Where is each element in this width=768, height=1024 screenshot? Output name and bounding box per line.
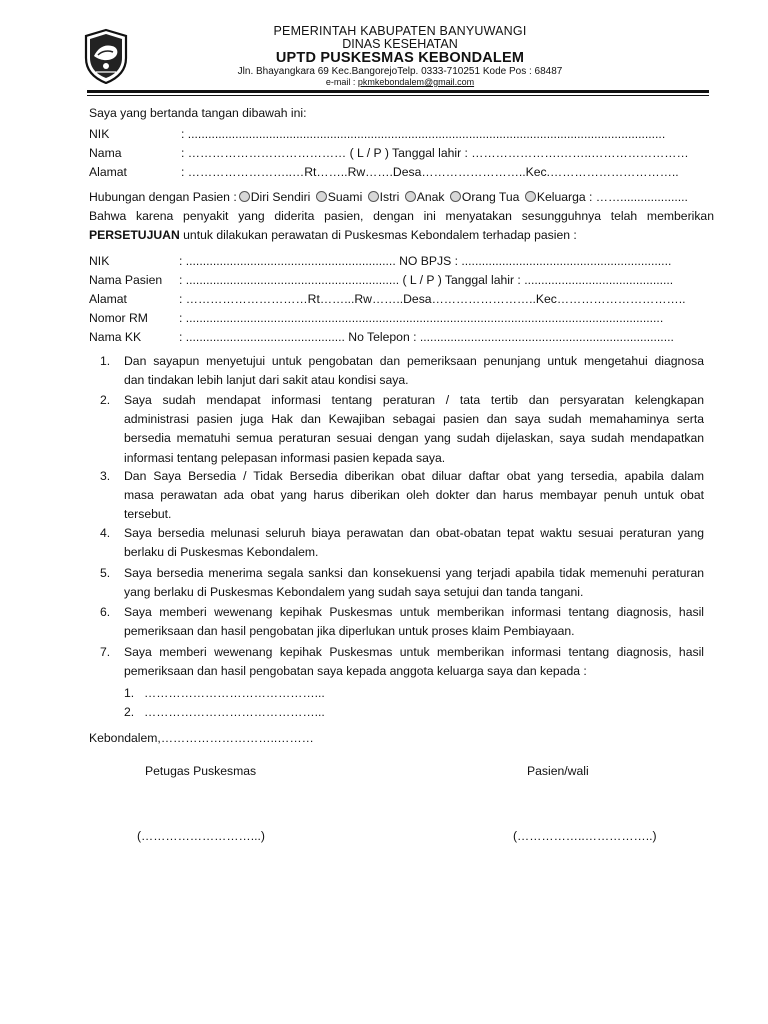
subitem-number: 1.	[124, 686, 135, 700]
consent-item-line: pemeriksaan dan hasil pengobatan jika diperlukan untuk proses klaim Pembiayaan.	[124, 624, 575, 639]
signature-left-blank[interactable]: (………………………...)	[137, 829, 265, 843]
signer-nik-label: NIK	[89, 127, 110, 141]
consent-item	[124, 467, 704, 525]
subitem-field[interactable]: ……………………………………...	[144, 705, 325, 719]
consent-item-line: yang berlaku di Puskesmas Kebondalem yang sudah saya setujui dan tanda tangani.	[124, 585, 584, 600]
statement-rest: untuk dilakukan perawatan di Puskesmas Kebondalem terhadap pasien :	[179, 228, 577, 242]
radio-anak[interactable]	[405, 191, 416, 202]
consent-bold: PERSETUJUAN	[89, 228, 180, 242]
header-rule-thin	[87, 95, 709, 96]
consent-item-line: berlaku di Puskesmas Kebondalem.	[124, 545, 319, 560]
relationship-row	[89, 190, 688, 204]
item-number: 1.	[100, 354, 111, 368]
consent-item-line: dan tindakan lebih lanjut dari sakit atau kondisi saya.	[124, 373, 409, 388]
patient-name-label: Nama Pasien	[89, 273, 163, 287]
signer-name-label: Nama	[89, 146, 122, 160]
header-email-line	[150, 77, 650, 87]
statement-line-1: Bahwa karena penyakit yang diderita pasien, dengan ini menyatakan sesungguhnya telah memberikan	[89, 209, 714, 223]
patient-address-field[interactable]: : …………………………Rt……...Rw……..Desa……………………..Kec…………………………..	[179, 292, 686, 306]
option-orang-tua: Orang Tua	[461, 190, 520, 204]
header-address: Jln. Bhayangkara 69 Kec.BangorejoTelp. 0333-710251 Kode Pos : 68487	[237, 66, 563, 77]
header-department: DINAS KESEHATAN	[342, 37, 458, 51]
patient-kk-label: Nama KK	[89, 330, 142, 344]
signer-nik-field[interactable]: : .............................................................................................................................................	[181, 127, 666, 141]
consent-item	[124, 391, 704, 468]
patient-rm-label: Nomor RM	[89, 311, 148, 325]
item-number: 4.	[100, 526, 111, 540]
patient-nik-label: NIK	[89, 254, 110, 268]
consent-item-line: informasi tentang pelepasan informasi pasien kepada saya.	[124, 450, 446, 465]
header-rule-thick	[87, 90, 709, 93]
patient-name-field[interactable]: : ............................................................... ( L / P ) Tanggal lahir : ............................................	[179, 273, 674, 287]
relationship-label: Hubungan dengan Pasien :	[89, 190, 237, 204]
consent-item-line: Saya memberi wewenang kepihak Puskesmas untuk memberikan informasi tentang diagnosis, hasil	[124, 645, 704, 659]
patient-address-label: Alamat	[89, 292, 127, 306]
consent-item-line: Saya bersedia melunasi seluruh biaya perawatan dan obat-obatan tepat waktu sesuai peraturan yang	[124, 526, 704, 540]
patient-kk-field[interactable]: : ............................................... No Telepon : ...........................................................................	[179, 330, 674, 344]
consent-item-line: pemeriksaan dan hasil pengobatan saya kepada anggota keluarga saya dan kepada :	[124, 664, 587, 679]
radio-suami[interactable]	[316, 191, 327, 202]
signer-address-field[interactable]: : ……………………..…Rt……..Rw…….Desa……………………..Kec.…………………………..	[181, 165, 679, 179]
subitem-number: 2.	[124, 705, 135, 719]
consent-item	[124, 643, 704, 681]
radio-orang-tua[interactable]	[450, 191, 461, 202]
radio-diri-sendiri[interactable]	[239, 191, 250, 202]
item-number: 3.	[100, 469, 111, 483]
subitem-field[interactable]: ……………………………………...	[144, 686, 325, 700]
header-government: PEMERINTAH KABUPATEN BANYUWANGI	[273, 24, 527, 38]
consent-item	[124, 352, 704, 390]
item-number: 5.	[100, 566, 111, 580]
option-diri-sendiri: Diri Sendiri	[250, 190, 311, 204]
consent-item	[124, 564, 704, 602]
radio-keluarga[interactable]	[525, 191, 536, 202]
consent-item-line: tersebut.	[124, 507, 172, 522]
signer-name-field[interactable]: : ………………………………… ( L / P ) Tanggal lahir : ………………….……..……………………	[181, 146, 689, 160]
consent-item-line: masa perawatan ada obat yang harus diberikan oleh dokter dan harus membayar penuh untuk obat	[124, 488, 704, 503]
consent-item	[124, 603, 704, 641]
signature-right-blank[interactable]: (……………..……………..)	[513, 829, 657, 843]
item-number: 2.	[100, 393, 111, 407]
header-institution: UPTD PUSKESMAS KEBONDALEM	[275, 50, 525, 66]
radio-istri[interactable]	[368, 191, 379, 202]
consent-item-line: Saya memberi wewenang kepihak Puskesmas untuk memberikan informasi tentang diagnosis, hasil	[124, 605, 704, 619]
consent-item-line: Saya bersedia menerima segala sanksi dan konsekuensi yang terjadi apabila tidak memenuhi peraturan	[124, 566, 704, 580]
email-link[interactable]: pkmkebondalem@gmail.com	[357, 77, 475, 87]
banyuwangi-emblem-logo	[82, 28, 130, 84]
option-suami: Suami	[327, 190, 363, 204]
option-istri: Istri	[379, 190, 400, 204]
option-keluarga: Keluarga : ……....................	[536, 190, 688, 204]
consent-item	[124, 524, 704, 562]
email-label: e-mail :	[325, 77, 358, 87]
patient-rm-field[interactable]: : .............................................................................................................................................	[179, 311, 664, 325]
item-number: 6.	[100, 605, 111, 619]
consent-item-line: Dan sayapun menyetujui untuk pengobatan dan pemeriksaan penunjang untuk mengetahui diagnosa	[124, 354, 704, 368]
intro-text: Saya yang bertanda tangan dibawah ini:	[89, 106, 307, 120]
place-date-field[interactable]: Kebondalem,………………………..………	[89, 731, 314, 745]
statement-line-2	[89, 228, 577, 242]
option-anak: Anak	[416, 190, 445, 204]
consent-item-line: Dan Saya Bersedia / Tidak Bersedia diberikan obat diluar daftar obat yang tersedia, apabila dalam	[124, 469, 704, 483]
signature-left-title: Petugas Puskesmas	[145, 764, 257, 778]
patient-nik-field[interactable]: : .............................................................. NO BPJS : ..............................................................	[179, 254, 672, 268]
signature-right-title: Pasien/wali	[527, 764, 589, 778]
item-number: 7.	[100, 645, 111, 659]
consent-item-line: administrasi pasien juga Hak dan Kewajiban sebagai pasien dan saya sudah memahaminya serta	[124, 412, 704, 427]
signer-address-label: Alamat	[89, 165, 127, 179]
consent-item-line: bersedia mematuhi semua peraturan sesuai dengan yang sudah dijelaskan, saya sudah mendapatkan	[124, 431, 704, 446]
consent-item-line: Saya sudah mendapat informasi tentang peraturan / tata tertib dan persyaratan kelengkapan	[124, 393, 704, 407]
